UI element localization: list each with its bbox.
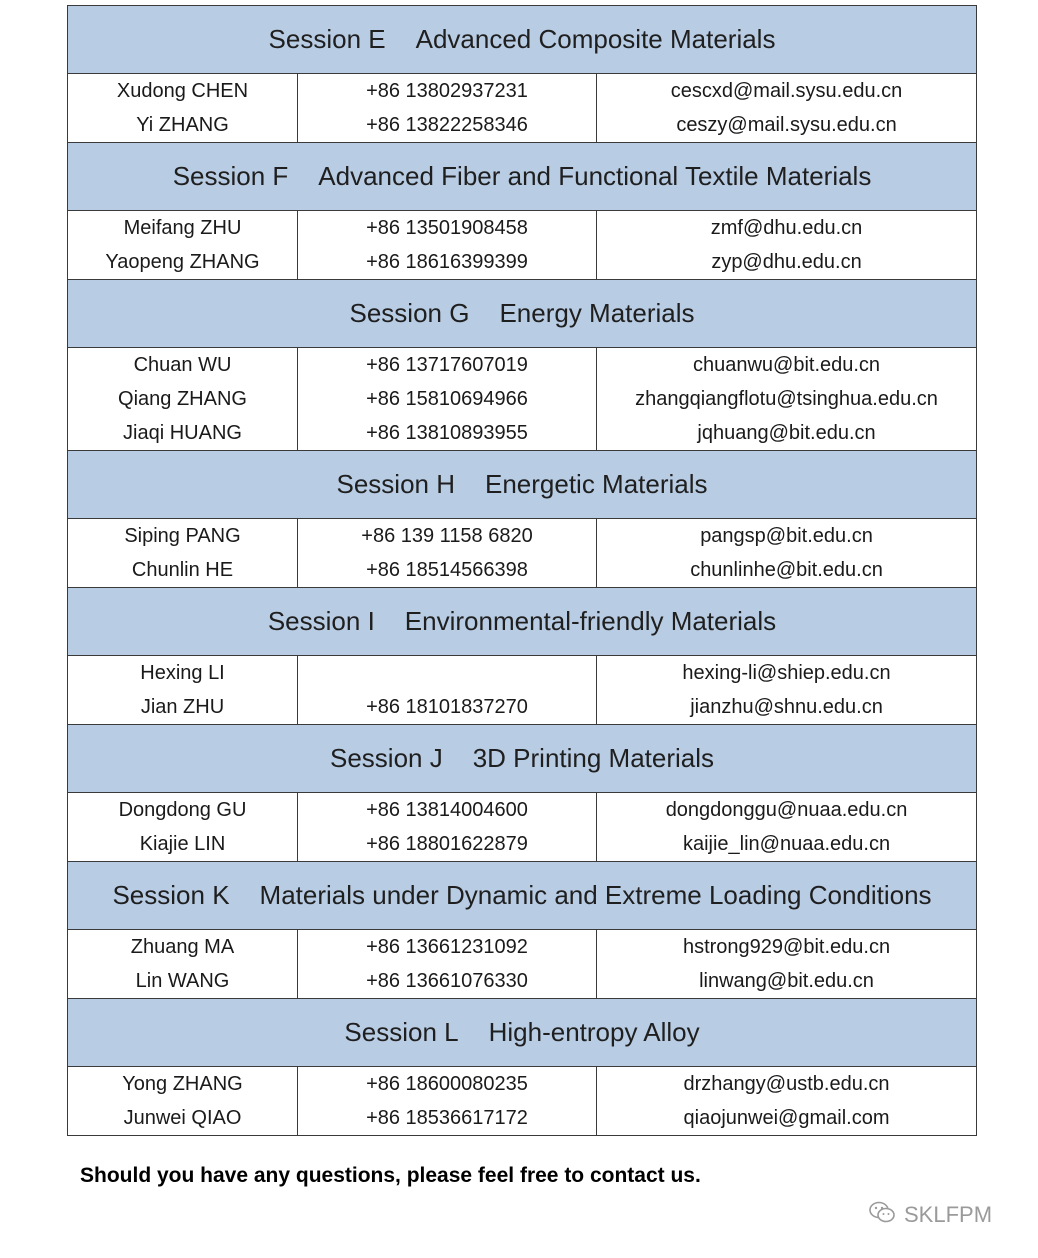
contact-email: dongdonggu@nuaa.edu.cn: [665, 799, 908, 821]
contact-email-column: [597, 1067, 977, 1136]
contact-name: Jiaqi HUANG: [123, 422, 242, 444]
session-header-cell: [68, 280, 977, 348]
contact-name: Yi ZHANG: [136, 114, 229, 136]
contact-email-column: [597, 348, 977, 451]
contact-phone-column: [298, 793, 597, 862]
session-header-cell: [68, 725, 977, 793]
session-header-cell: [68, 862, 977, 930]
contact-email: hstrong929@bit.edu.cn: [682, 936, 891, 958]
contact-email-column: [597, 519, 977, 588]
contact-phone: +86 13661076330: [366, 970, 528, 992]
session-title: Materials under Dynamic and Extreme Loading Conditions: [259, 880, 932, 910]
contact-name: Yaopeng ZHANG: [105, 251, 260, 273]
contact-phone: +86 18536617172: [366, 1107, 528, 1129]
session-title: Advanced Fiber and Functional Textile Materials: [318, 161, 872, 191]
contact-name: Yong ZHANG: [122, 1073, 243, 1095]
session-contacts-row: [68, 74, 977, 143]
contact-name: Chuan WU: [133, 354, 232, 376]
session-code: Session E: [268, 24, 386, 54]
contact-phone: +86 13802937231: [366, 80, 528, 102]
session-title: 3D Printing Materials: [472, 743, 715, 773]
session-header-row: [68, 143, 977, 211]
contact-name-column: [68, 74, 298, 143]
contact-phone: +86 18101837270: [366, 696, 528, 718]
wechat-icon: [868, 1200, 904, 1230]
contact-phone-column: [298, 211, 597, 280]
contact-name-column: [68, 930, 298, 999]
session-code: Session G: [349, 298, 470, 328]
session-title: Energy Materials: [499, 298, 695, 328]
session-title: Advanced Composite Materials: [415, 24, 776, 54]
session-code: Session K: [112, 880, 230, 910]
session-header-cell: [68, 143, 977, 211]
contact-name: Meifang ZHU: [123, 217, 242, 239]
contact-phone: +86 13501908458: [366, 217, 528, 239]
session-contacts-row: [68, 211, 977, 280]
contact-email: kaijie_lin@nuaa.edu.cn: [682, 833, 891, 855]
contact-email: qiaojunwei@gmail.com: [683, 1107, 890, 1129]
contact-phone-column: [298, 1067, 597, 1136]
contact-phone-column: [298, 930, 597, 999]
contact-phone: +86 13717607019: [366, 354, 528, 376]
contact-email-column: [597, 656, 977, 725]
contact-email-column: [597, 211, 977, 280]
contact-name-column: [68, 656, 298, 725]
contact-email: linwang@bit.edu.cn: [699, 970, 874, 992]
contact-email: chunlinhe@bit.edu.cn: [690, 559, 883, 581]
contact-email: jianzhu@shnu.edu.cn: [690, 696, 883, 718]
contact-email: jqhuang@bit.edu.cn: [697, 422, 876, 444]
contact-phone: +86 139 1158 6820: [361, 525, 533, 547]
contact-name: Xudong CHEN: [116, 80, 249, 102]
session-header-row: [68, 6, 977, 74]
session-contacts-row: [68, 793, 977, 862]
contact-email: pangsp@bit.edu.cn: [700, 525, 873, 547]
session-title: High-entropy Alloy: [488, 1017, 700, 1047]
session-header-cell: [68, 588, 977, 656]
contact-phone: +86 13661231092: [366, 936, 528, 958]
contact-email: hexing-li@shiep.edu.cn: [682, 662, 891, 684]
contact-email: cescxd@mail.sysu.edu.cn: [670, 80, 903, 102]
watermark-label: SKLFPM: [904, 1202, 993, 1227]
session-contacts-row: [68, 1067, 977, 1136]
session-contacts-row: [68, 930, 977, 999]
contact-name: Kiajie LIN: [139, 833, 226, 855]
session-title: Energetic Materials: [484, 469, 708, 499]
contact-name: Jian ZHU: [140, 696, 225, 718]
session-header-row: [68, 588, 977, 656]
contact-phone-column: [298, 656, 597, 725]
contact-phone: [298, 656, 596, 690]
contact-name-column: [68, 793, 298, 862]
contact-email: zmf@dhu.edu.cn: [710, 217, 863, 239]
contact-phone-column: [298, 74, 597, 143]
contact-name-column: [68, 211, 298, 280]
contact-name-column: [68, 519, 298, 588]
contact-phone: +86 18616399399: [366, 251, 528, 273]
sessions-contact-table: [67, 5, 977, 1136]
session-title: Environmental-friendly Materials: [404, 606, 777, 636]
contact-email: zhangqiangflotu@tsinghua.edu.cn: [635, 388, 938, 410]
contact-name: Junwei QIAO: [123, 1107, 242, 1129]
contact-email: chuanwu@bit.edu.cn: [692, 354, 881, 376]
contact-phone: +86 18801622879: [366, 833, 528, 855]
contact-phone: +86 15810694966: [366, 388, 528, 410]
contact-phone: +86 18514566398: [366, 559, 528, 581]
session-header-cell: [68, 6, 977, 74]
contact-email-column: [597, 930, 977, 999]
contact-phone: +86 13810893955: [366, 422, 528, 444]
contact-name: Qiang ZHANG: [118, 388, 247, 410]
contact-email: ceszy@mail.sysu.edu.cn: [676, 114, 897, 136]
contact-phone: +86 18600080235: [366, 1073, 528, 1095]
contact-name: Zhuang MA: [130, 936, 235, 958]
session-contacts-row: [68, 519, 977, 588]
session-code: Session F: [172, 161, 289, 191]
contact-email-column: [597, 74, 977, 143]
session-code: Session H: [336, 469, 455, 499]
contact-phone-column: [298, 519, 597, 588]
contact-phone: +86 13822258346: [366, 114, 528, 136]
session-header-cell: [68, 451, 977, 519]
session-contacts-row: [68, 348, 977, 451]
session-code: Session J: [329, 743, 443, 773]
contact-email-column: [597, 793, 977, 862]
contact-name: Siping PANG: [124, 525, 241, 547]
contact-name-column: [68, 348, 298, 451]
contact-email: zyp@dhu.edu.cn: [711, 251, 862, 273]
contact-us-note: Should you have any questions, please feel free to contact us.: [80, 1164, 701, 1187]
session-contacts-row: [68, 656, 977, 725]
contact-name: Hexing LI: [140, 662, 225, 684]
session-header-row: [68, 862, 977, 930]
session-code: Session I: [267, 606, 375, 636]
contact-email: drzhangy@ustb.edu.cn: [683, 1073, 890, 1095]
session-header-cell: [68, 999, 977, 1067]
session-code: Session L: [344, 1017, 459, 1047]
session-header-row: [68, 280, 977, 348]
session-header-row: [68, 725, 977, 793]
contact-name: Lin WANG: [135, 970, 230, 992]
contact-phone: +86 13814004600: [366, 799, 528, 821]
contact-name: Dongdong GU: [118, 799, 247, 821]
session-header-row: [68, 999, 977, 1067]
contact-phone-column: [298, 348, 597, 451]
session-header-row: [68, 451, 977, 519]
contact-name: Chunlin HE: [131, 559, 234, 581]
wechat-watermark: [868, 1200, 992, 1230]
contact-name-column: [68, 1067, 298, 1136]
